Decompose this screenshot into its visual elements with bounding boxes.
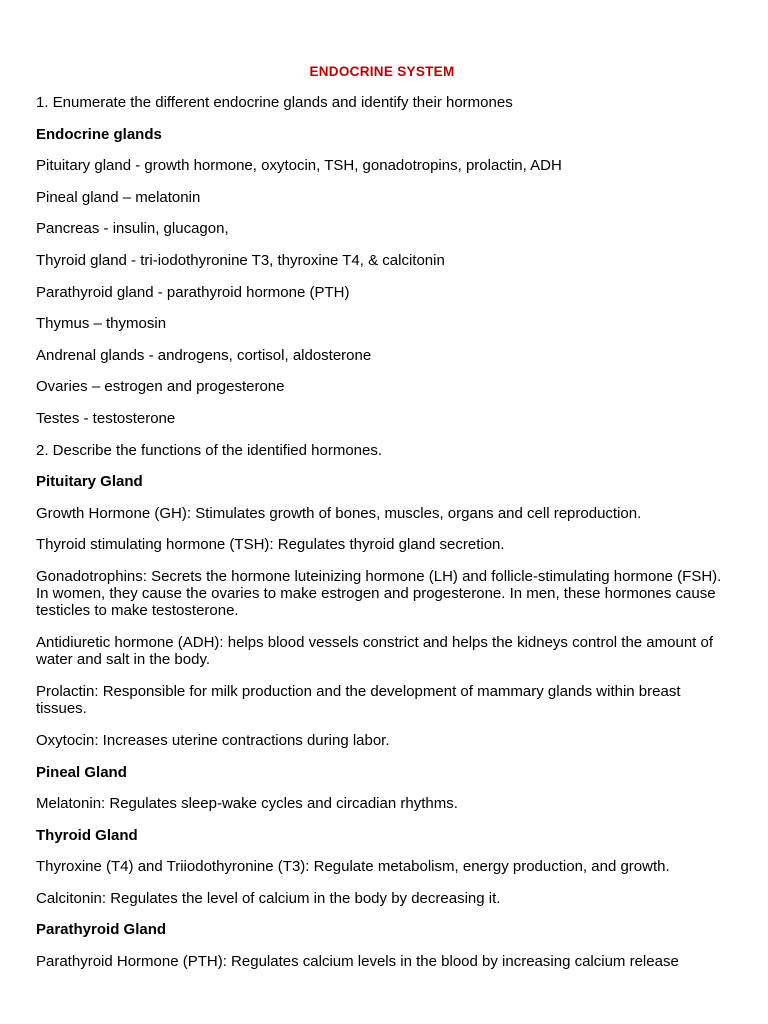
paragraph: Thyroid stimulating hormone (TSH): Regulates thyroid gland secretion. (36, 536, 505, 554)
paragraph: Parathyroid gland - parathyroid hormone (PTH) (36, 283, 350, 301)
section-heading: Endocrine glands (36, 125, 162, 143)
paragraph: Parathyroid Hormone (PTH): Regulates calcium levels in the blood by increasing calcium release (36, 953, 679, 971)
paragraph: Pituitary gland - growth hormone, oxytocin, TSH, gonadotropins, prolactin, ADH (36, 157, 562, 175)
paragraph: Thyroxine (T4) and Triiodothyronine (T3): Regulate metabolism, energy production, and growth. (36, 858, 670, 876)
section-heading: Thyroid Gland (36, 826, 138, 844)
paragraph: Prolactin: Responsible for milk production and the development of mammary glands within breast tissues. (36, 682, 681, 717)
paragraph: Pancreas - insulin, glucagon, (36, 220, 229, 238)
paragraph: 1. Enumerate the different endocrine glands and identify their hormones (36, 94, 513, 111)
paragraph: Thyroid gland - tri-iodothyronine T3, thyroxine T4, & calcitonin (36, 251, 445, 269)
paragraph: Ovaries – estrogen and progesterone (36, 378, 285, 396)
paragraph: Testes - testosterone (36, 409, 176, 427)
paragraph: Thymus – thymosin (36, 315, 167, 333)
paragraph: Gonadotrophins: Secrets the hormone luteinizing hormone (LH) and follicle-stimulating hormone (FSH). In women, they cause the ovaries to make estrogen and progesterone. In men, these hormones cause testicles to make testosterone. (36, 567, 722, 619)
paragraph: Growth Hormone (GH): Stimulates growth of bones, muscles, organs and cell reproduction. (36, 504, 642, 522)
paragraph: 2. Describe the functions of the identified hormones. (36, 441, 383, 459)
section-heading: Parathyroid Gland (36, 921, 167, 939)
paragraph: Andrenal glands - androgens, cortisol, aldosterone (36, 346, 372, 364)
paragraph: Antidiuretic hormone (ADH): helps blood vessels constrict and helps the kidneys control the amount of water and salt in the body. (36, 633, 714, 668)
section-heading: Pineal Gland (36, 763, 127, 781)
paragraph: Oxytocin: Increases uterine contractions during labor. (36, 731, 390, 749)
paragraph: Pineal gland – melatonin (36, 188, 201, 206)
section-heading: Pituitary Gland (36, 473, 143, 491)
paragraph: Calcitonin: Regulates the level of calcium in the body by decreasing it. (36, 889, 501, 907)
document-title: ENDOCRINE SYSTEM (309, 64, 455, 79)
paragraph: Melatonin: Regulates sleep-wake cycles and circadian rhythms. (36, 795, 458, 813)
document-body (36, 94, 728, 970)
